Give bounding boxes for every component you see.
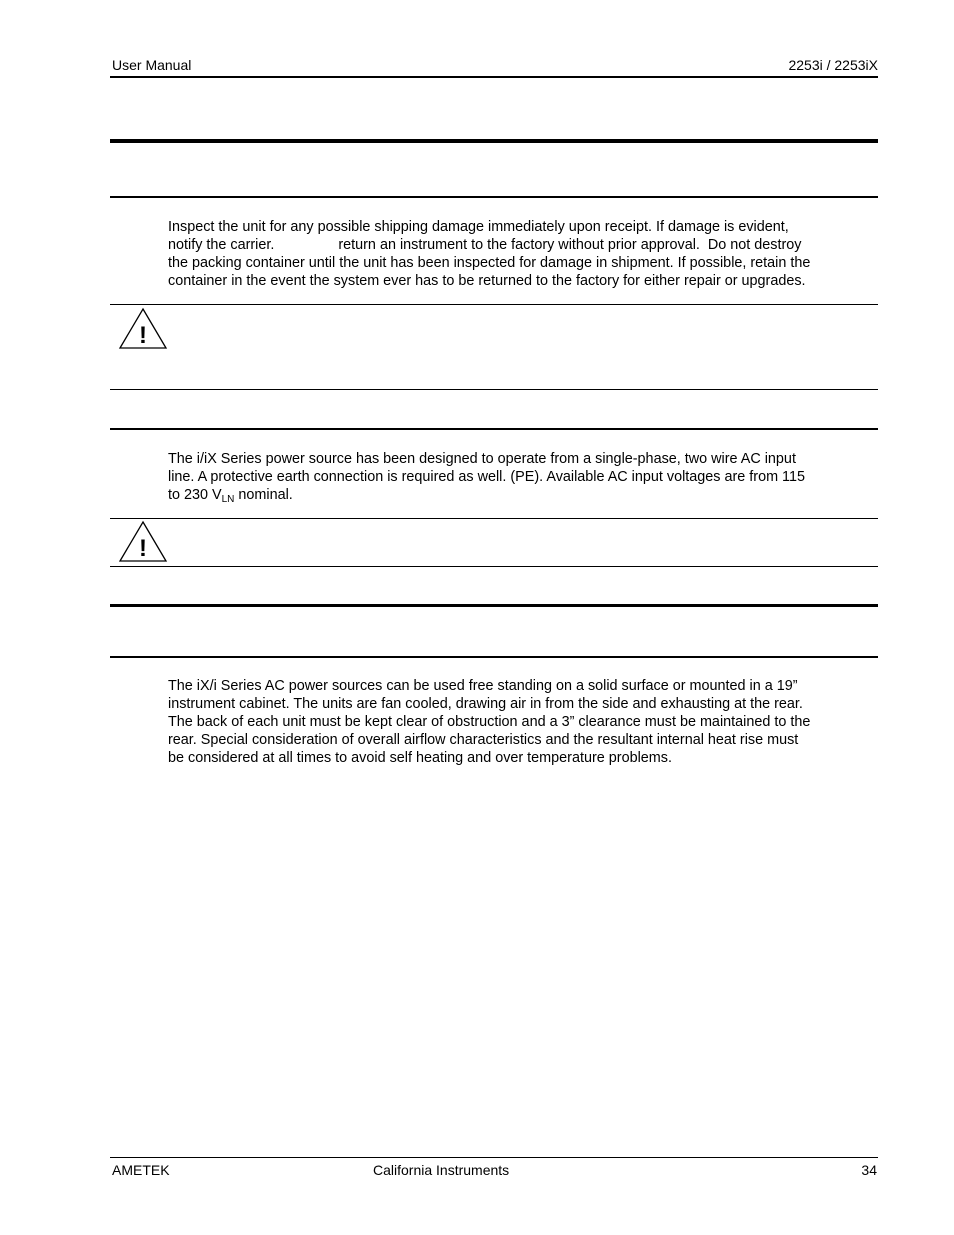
paragraph-line: the packing container until the unit has been inspected for damage in shipment. If possible, retain the: [168, 255, 811, 271]
paragraph-line-voltage: [168, 486, 878, 504]
paragraph-line: line. A protective earth connection is required as well. (PE). Available AC input voltages are from 115: [168, 469, 806, 485]
paragraph-mounting: [168, 677, 878, 767]
voltage-subscript: LN: [221, 494, 235, 505]
paragraph-line: notify the carrier. return an instrument to the factory without prior approval. Do not destroy: [168, 237, 802, 253]
paragraph-line: The back of each unit must be kept clear of obstruction and a 3” clearance must be maintained to the: [168, 714, 811, 730]
footer-division: California Instruments: [373, 1162, 510, 1178]
paragraph-line: be considered at all times to avoid self heating and over temperature problems.: [168, 750, 672, 766]
paragraph-line: Inspect the unit for any possible shipping damage immediately upon receipt. If damage is evident,: [168, 219, 789, 235]
section-rule-thick: [110, 604, 878, 607]
footer-company: AMETEK: [112, 1162, 170, 1178]
header-left: User Manual: [112, 57, 192, 73]
paragraph-inspection: [168, 218, 878, 290]
warning-triangle-icon: [118, 307, 168, 351]
warning-box-bottom: [110, 389, 878, 390]
page-number: 34: [861, 1162, 877, 1178]
section-rule: [110, 196, 878, 198]
header-rule: [110, 76, 878, 78]
paragraph-ac-input: [168, 450, 878, 504]
svg-text:!: !: [139, 535, 147, 562]
voltage-suffix: nominal.: [234, 487, 293, 503]
warning-box-top: [110, 518, 878, 519]
svg-text:!: !: [139, 322, 147, 349]
section-rule-thick: [110, 139, 878, 143]
header-right: 2253i / 2253iX: [788, 57, 878, 73]
paragraph-line: container in the event the system ever has to be returned to the factory for either repair or upgrades.: [168, 273, 806, 289]
paragraph-line: The i/iX Series power source has been designed to operate from a single-phase, two wire AC input: [168, 451, 796, 467]
warning-box-bottom: [110, 566, 878, 567]
footer-rule: [110, 1157, 878, 1158]
paragraph-line: instrument cabinet. The units are fan cooled, drawing air in from the side and exhausting at the rear.: [168, 696, 803, 712]
warning-box-top: [110, 304, 878, 305]
voltage-prefix: to 230 V: [168, 487, 222, 503]
paragraph-line: The iX/i Series AC power sources can be used free standing on a solid surface or mounted in a 19”: [168, 678, 798, 694]
section-rule: [110, 656, 878, 658]
paragraph-line: rear. Special consideration of overall airflow characteristics and the resultant internal heat rise must: [168, 732, 799, 748]
section-rule: [110, 428, 878, 430]
warning-triangle-icon: [118, 520, 168, 564]
